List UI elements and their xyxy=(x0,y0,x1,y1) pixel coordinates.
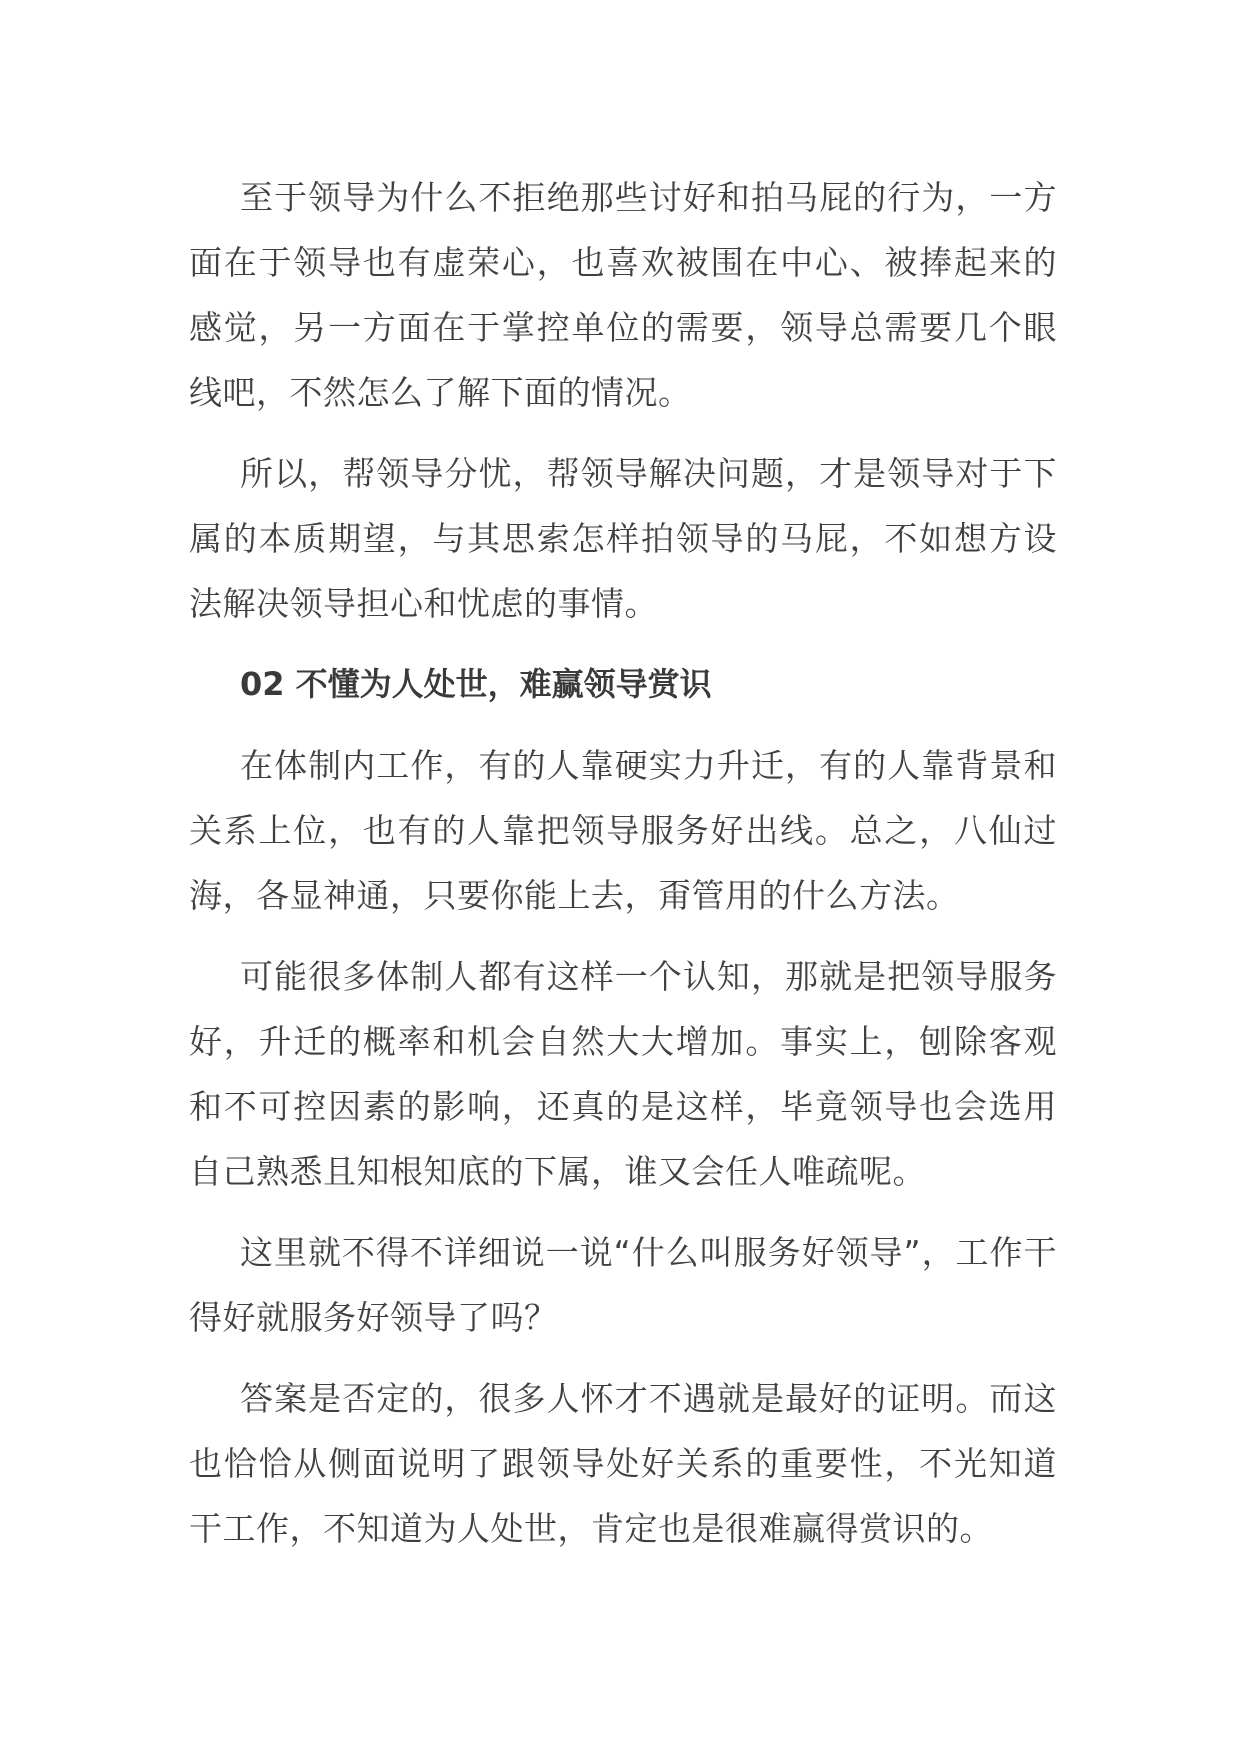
document-body xyxy=(189,165,1057,1577)
body-paragraph: 至于领导为什么不拒绝那些讨好和拍马屁的行为，一方面在于领导也有虚荣心，也喜欢被围在中心、被捧起来的感觉，另一方面在于掌控单位的需要，领导总需要几个眼线吧，不然怎么了解下面的情况。 xyxy=(189,178,1057,412)
body-paragraph: 这里就不得不详细说一说“什么叫服务好领导”，工作干得好就服务好领导了吗？ xyxy=(189,1233,1057,1337)
section-heading: 02 不懂为人处世，难赢领导赏识 xyxy=(240,665,712,703)
body-paragraph: 所以，帮领导分忧，帮领导解决问题，才是领导对于下属的本质期望，与其思索怎样拍领导的马屁，不如想方设法解决领导担心和忧虑的事情。 xyxy=(189,454,1057,623)
body-paragraph: 在体制内工作，有的人靠硬实力升迁，有的人靠背景和关系上位，也有的人靠把领导服务好出线。总之，八仙过海，各显神通，只要你能上去，甭管用的什么方法。 xyxy=(189,746,1057,915)
body-paragraph: 可能很多体制人都有这样一个认知，那就是把领导服务好，升迁的概率和机会自然大大增加。事实上，刨除客观和不可控因素的影响，还真的是这样，毕竟领导也会选用自己熟悉且知根知底的下属，谁又会任人唯疏呢。 xyxy=(189,957,1057,1191)
body-paragraph: 答案是否定的，很多人怀才不遇就是最好的证明。而这也恰恰从侧面说明了跟领导处好关系的重要性，不光知道干工作，不知道为人处世，肯定也是很难赢得赏识的。 xyxy=(189,1379,1057,1548)
